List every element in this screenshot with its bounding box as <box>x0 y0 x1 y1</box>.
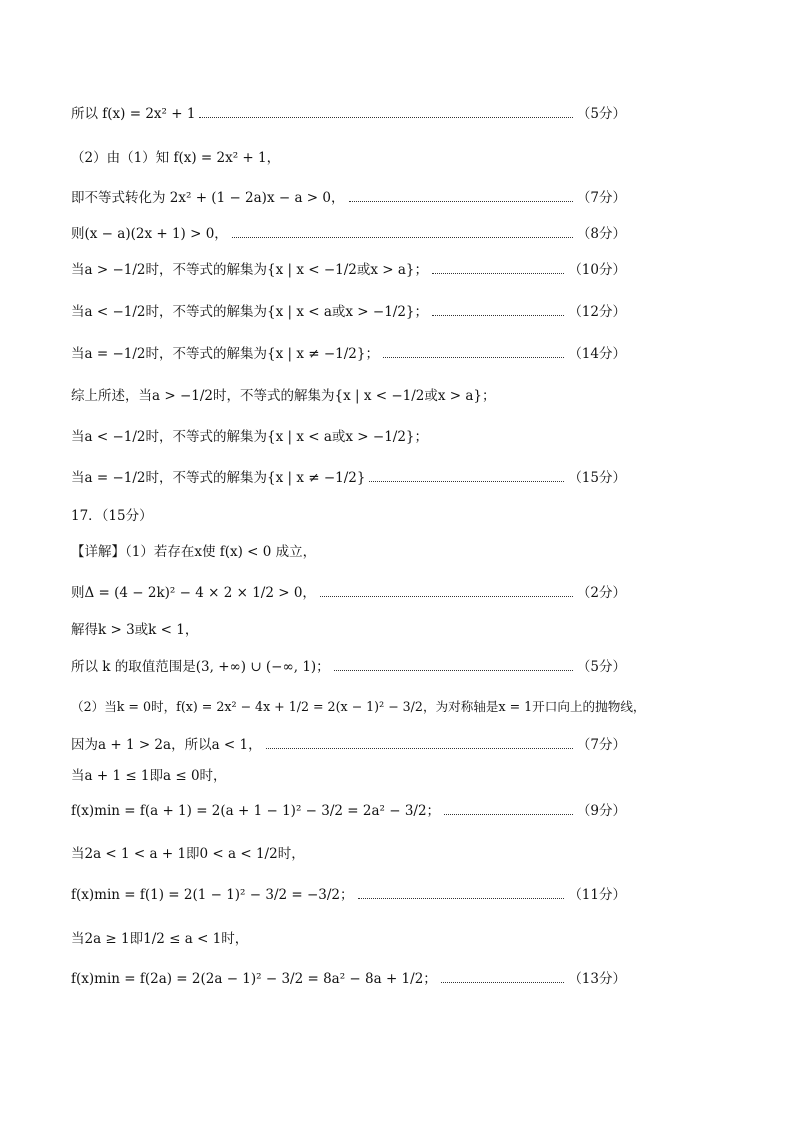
dot-leader <box>349 201 573 202</box>
dot-leader <box>320 596 573 597</box>
score-label: （5分） <box>576 659 626 675</box>
score-label: （9分） <box>576 803 626 819</box>
line-text: f(x)min = f(1) = 2(1 − 1)² − 3/2 = −3/2； <box>71 887 354 903</box>
line-text: 则(x − a)(2x + 1) > 0， <box>71 226 228 242</box>
score-label: （12分） <box>568 304 626 320</box>
solution-line-7 <box>71 348 626 362</box>
line-text: 当2a < 1 < a + 1即0 < a < 1/2时， <box>71 846 305 862</box>
line-text: 所以 k 的取值范围是(3, +∞) ∪ (−∞, 1)； <box>71 659 330 675</box>
line-text: f(x)min = f(a + 1) = 2(a + 1 − 1)² − 3/2 = 2a² − 3/2； <box>71 803 441 819</box>
solution-line-4 <box>71 228 626 242</box>
dot-leader <box>232 237 573 238</box>
line-text: 当a < −1/2时，不等式的解集为{x | x < a或x > −1/2}； <box>71 304 429 320</box>
dot-leader <box>369 481 564 482</box>
line-text: 当a < −1/2时，不等式的解集为{x | x < a或x > −1/2}； <box>71 429 429 445</box>
dot-leader <box>383 357 564 358</box>
score-label: （7分） <box>576 737 626 753</box>
line-text: f(x)min = f(2a) = 2(2a − 1)² − 3/2 = 8a² − 8a + 1/2； <box>71 971 437 987</box>
question-heading <box>71 510 153 524</box>
solution-line-10 <box>71 472 626 486</box>
dot-leader <box>199 117 572 118</box>
line-text: 当a > −1/2时，不等式的解集为{x | x < −1/2或x > a}； <box>71 262 429 278</box>
solution-line-2 <box>71 152 280 166</box>
solution-line-9 <box>71 431 428 445</box>
line-text: 所以 f(x) = 2x² + 1 <box>71 106 196 122</box>
solution-line-12 <box>71 546 316 560</box>
score-label: （7分） <box>576 190 626 206</box>
solution-line-16 <box>71 701 646 714</box>
score-label: （11分） <box>568 887 626 903</box>
dot-leader <box>432 273 564 274</box>
line-text: 17．（15分） <box>71 508 153 524</box>
solution-line-21 <box>71 889 626 903</box>
solution-line-13 <box>71 587 626 601</box>
dot-leader <box>432 315 564 316</box>
line-text: 即不等式转化为 2x² + (1 − 2a)x − a > 0， <box>71 190 345 206</box>
solution-line-22 <box>71 933 248 947</box>
score-label: （2分） <box>576 585 626 601</box>
dot-leader <box>266 748 573 749</box>
score-label: （5分） <box>576 106 626 122</box>
dot-leader <box>358 898 565 899</box>
solution-line-15 <box>71 661 626 675</box>
line-text: 解得k > 3或k < 1， <box>71 622 199 638</box>
solution-line-20 <box>71 848 305 862</box>
line-text: 【详解】（1）若存在x使 f(x) < 0 成立， <box>71 544 317 560</box>
dot-leader <box>441 982 565 983</box>
line-text: 当2a ≥ 1即1/2 ≤ a < 1时， <box>71 931 249 947</box>
line-text: （2）由（1）知 f(x) = 2x² + 1， <box>71 150 281 166</box>
solution-line-1 <box>71 108 626 122</box>
line-text: 当a = −1/2时，不等式的解集为{x | x ≠ −1/2} <box>71 470 366 486</box>
solution-line-19 <box>71 805 626 819</box>
line-text: 因为a + 1 > 2a，所以a < 1， <box>71 737 262 753</box>
score-label: （15分） <box>568 470 626 486</box>
solution-line-17 <box>71 739 626 753</box>
line-text: 则Δ = (4 − 2k)² − 4 × 2 × 1/2 > 0， <box>71 585 316 601</box>
score-label: （10分） <box>568 262 626 278</box>
line-text: 当a = −1/2时，不等式的解集为{x | x ≠ −1/2}； <box>71 346 379 362</box>
line-text: 当a + 1 ≤ 1即a ≤ 0时， <box>71 768 227 784</box>
solution-line-6 <box>71 306 626 320</box>
solution-line-14 <box>71 624 198 638</box>
score-label: （8分） <box>576 226 626 242</box>
solution-line-8 <box>71 390 496 404</box>
dot-leader <box>334 670 573 671</box>
line-text: （2）当k = 0时，f(x) = 2x² − 4x + 1/2 = 2(x − 1)² − 3/2，为对称轴是x = 1开口向上的抛物线， <box>71 699 646 714</box>
solution-line-23 <box>71 973 626 987</box>
dot-leader <box>444 814 573 815</box>
score-label: （13分） <box>568 971 626 987</box>
solution-line-3 <box>71 192 626 206</box>
score-label: （14分） <box>568 346 626 362</box>
line-text: 综上所述，当a > −1/2时，不等式的解集为{x | x < −1/2或x > a}； <box>71 388 496 404</box>
solution-line-5 <box>71 264 626 278</box>
solution-line-18 <box>71 770 227 784</box>
